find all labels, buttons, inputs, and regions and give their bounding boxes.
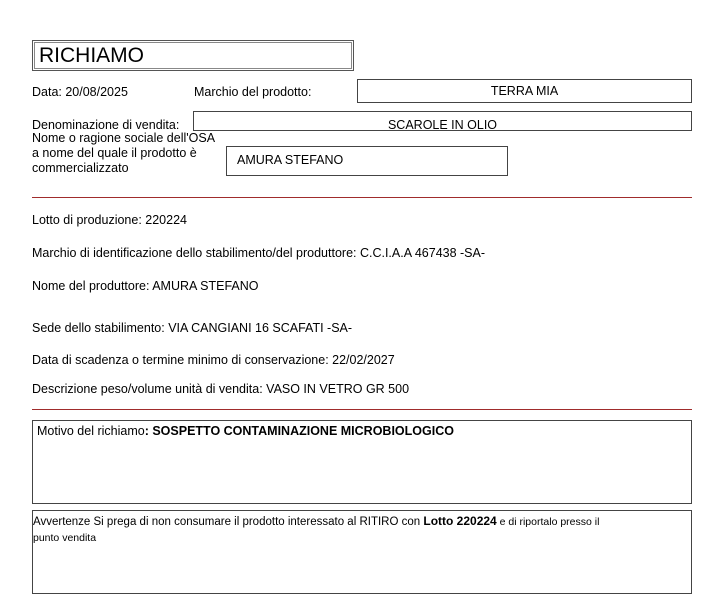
avvertenze-line1 (33, 513, 599, 531)
divider-top (32, 197, 692, 198)
lotto-line: Lotto di produzione: 220224 (32, 213, 187, 227)
title-box (32, 40, 354, 71)
scadenza-line: Data di scadenza o termine minimo di conservazione: 22/02/2027 (32, 353, 395, 367)
avvertenze-box (32, 510, 692, 594)
denominazione-field (193, 111, 692, 131)
nome-osa-label-line2: a nome del quale il prodotto è (32, 146, 197, 160)
motivo-box (32, 420, 692, 504)
marchio-identificazione-line: Marchio di identificazione dello stabilimento/del produttore: C.C.I.A.A 467438 -SA- (32, 246, 486, 260)
marchio-label: Marchio del prodotto: (194, 85, 312, 99)
nome-produttore-line: Nome del produttore: AMURA STEFANO (32, 279, 259, 293)
nome-osa-label-line1: Nome o ragione sociale dell'OSA (32, 131, 216, 145)
nome-osa-field (226, 146, 508, 176)
nome-osa-label-line3: commercializzato (32, 161, 129, 175)
avvertenze-prefix: Avvertenze Si prega di non consumare il prodotto interessato al RITIRO con (33, 516, 424, 528)
marchio-field (357, 79, 692, 103)
avvertenze-line2: punto vendita (33, 532, 97, 544)
denominazione-label: Denominazione di vendita: (32, 118, 180, 132)
avvertenze-lotto: Lotto 220224 (423, 514, 497, 528)
nome-osa-value: AMURA STEFANO (237, 153, 344, 167)
page-title: RICHIAMO (39, 44, 144, 67)
divider-bottom (32, 409, 692, 410)
motivo-text (37, 424, 454, 439)
motivo-colon: : (144, 424, 153, 438)
avvertenze-suffix: e di riportalo presso il (496, 516, 600, 528)
sede-line: Sede dello stabilimento: VIA CANGIANI 16 SCAFATI -SA- (32, 321, 353, 335)
data-label: Data: 20/08/2025 (32, 85, 128, 99)
denominazione-value: SCAROLE IN OLIO (387, 118, 498, 132)
marchio-value: TERRA MIA (490, 84, 559, 98)
motivo-value: SOSPETTO CONTAMINAZIONE MICROBIOLOGICO (152, 424, 454, 438)
motivo-label: Motivo del richiamo (37, 424, 145, 438)
descrizione-peso-line: Descrizione peso/volume unità di vendita: VASO IN VETRO GR 500 (32, 382, 410, 396)
